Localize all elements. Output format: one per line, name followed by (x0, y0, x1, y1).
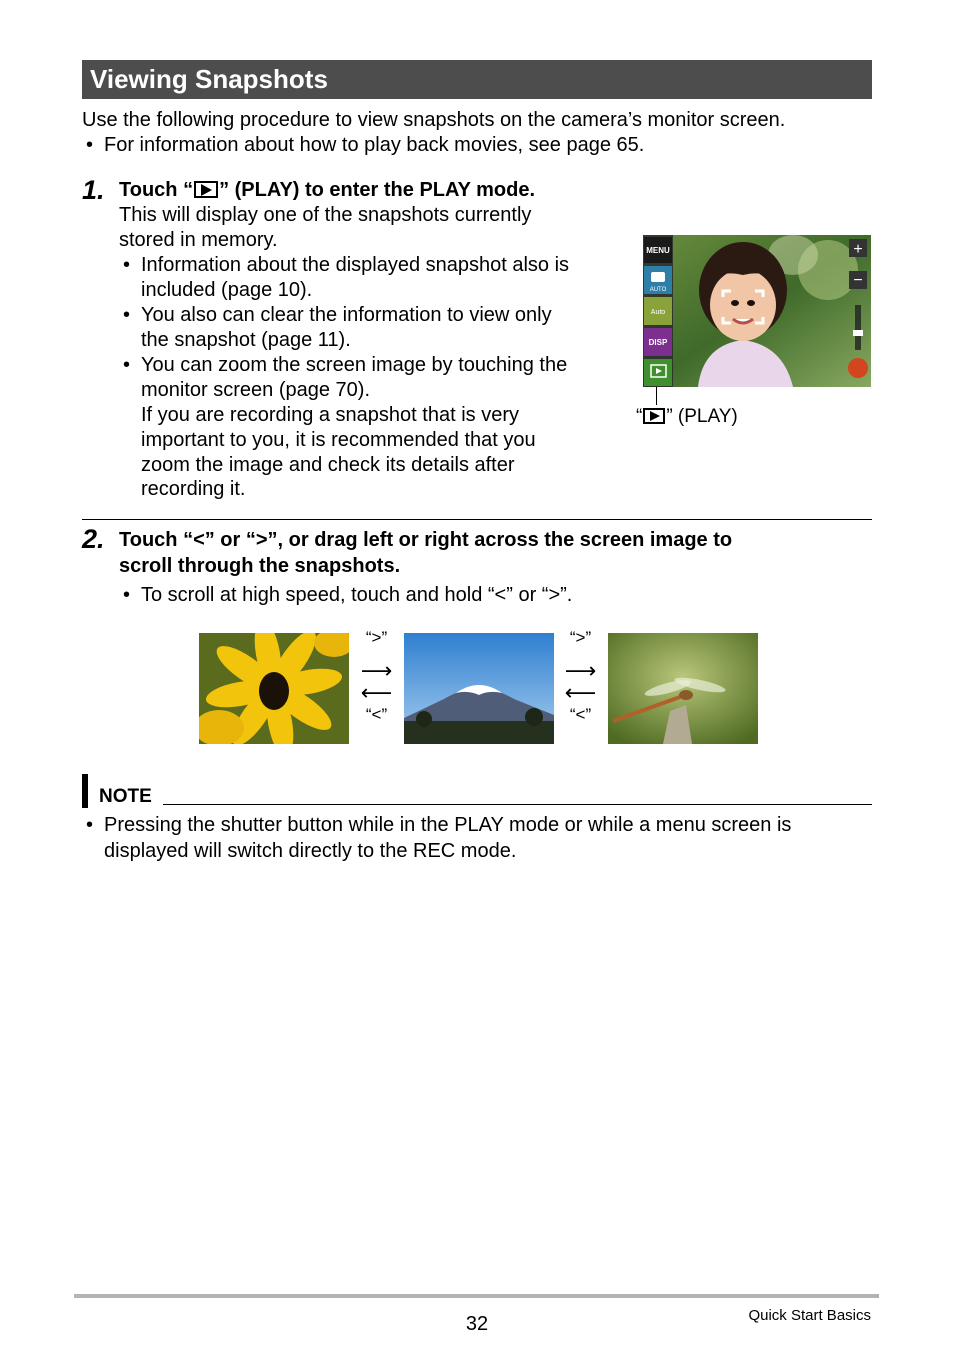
note-label: NOTE (99, 786, 152, 807)
auto2-label: Auto (650, 309, 666, 316)
step-1-extra-line-3: zoom the image and check its details after (141, 454, 515, 476)
intro-bullet-text: For information about how to play back movies, see page 65. (104, 134, 645, 156)
play-callout-post: ” (PLAY) (666, 406, 738, 427)
snapshot-flower (199, 633, 349, 744)
prev-label: “<” (365, 705, 388, 724)
step-1-bullet-dot: • (123, 254, 131, 276)
zoom-slider (855, 305, 861, 350)
step-1-title-pre: Touch “ (119, 179, 194, 201)
intro-text: Use the following procedure to view snapshots on the camera’s monitor screen. (82, 109, 786, 131)
step-1-extra-line-1: If you are recording a snapshot that is very (141, 404, 519, 426)
menu-label: MENU (646, 246, 670, 255)
footer-rule (74, 1294, 879, 1298)
play-icon (194, 181, 218, 198)
step-1-extra-line-4: recording it. (141, 478, 246, 500)
record-icon (848, 358, 868, 378)
note-bar (82, 774, 88, 808)
mountain-illustration (404, 633, 554, 744)
play-callout-label (636, 404, 738, 429)
step-1-bullet-1-line-1: Information about the displayed snapshot also is (141, 254, 570, 276)
note-line-1: Pressing the shutter button while in the PLAY mode or while a menu screen is (104, 814, 792, 836)
step-1-title-post: ” (PLAY) to enter the PLAY mode. (219, 179, 536, 201)
zoom-in-icon: + (853, 241, 863, 258)
step-1-bullet-2-line-1: You also can clear the information to view only (141, 304, 552, 326)
note-line-2: displayed will switch directly to the REC mode. (104, 840, 517, 862)
footer-section-name: Quick Start Basics (748, 1307, 871, 1324)
next-label: “>” (365, 628, 388, 647)
auto-label: AUTO (649, 287, 667, 293)
step-1-bullet-3-line-1: You can zoom the screen image by touching the (141, 354, 568, 376)
step-2-number: 2. (82, 524, 105, 554)
arrow-group-2 (558, 628, 603, 725)
step-1-desc-line-1: This will display one of the snapshots currently (119, 204, 532, 226)
step-1-desc-line-2: stored in memory. (119, 229, 278, 251)
step-1-bullet-2-line-2: the snapshot (page 11). (141, 329, 351, 351)
play-icon (643, 408, 665, 424)
step-1-extra-line-2: important to you, it is recommended that you (141, 429, 536, 451)
step-1-number: 1. (82, 175, 105, 205)
step-1-bullet-dot: • (123, 354, 131, 376)
section-title: Viewing Snapshots (82, 60, 872, 99)
camera-icon (651, 272, 665, 282)
note-rule (163, 804, 872, 805)
page-number: 32 (465, 1313, 489, 1335)
step-1-bullet-dot: • (123, 304, 131, 326)
flower-illustration (199, 633, 349, 744)
camera-screen-illustration (643, 235, 871, 387)
disp-label: DISP (648, 338, 668, 347)
step-2-title-line-1: Touch “<” or “>”, or drag left or right across the screen image to (119, 529, 733, 551)
camera-screen-image (643, 235, 871, 387)
step-divider (82, 519, 872, 520)
step-1-bullet-3-line-2: monitor screen (page 70). (141, 379, 371, 401)
dragonfly-illustration (608, 633, 758, 744)
step-2-bullet-dot: • (123, 584, 131, 606)
step-1-bullet-1-line-2: included (page 10). (141, 279, 313, 301)
play-callout-pre: “ (636, 406, 643, 427)
snapshot-dragonfly (608, 633, 758, 744)
callout-line (656, 387, 657, 405)
arrow-group-1 (354, 628, 399, 725)
next-label: “>” (569, 628, 592, 647)
snapshot-mountain (404, 633, 554, 744)
step-1-title (119, 178, 535, 203)
note-bullet-dot: • (86, 814, 94, 836)
right-arrow-icon: ⟶ (564, 658, 597, 683)
intro-bullet-dot: • (86, 134, 94, 156)
prev-label: “<” (569, 705, 592, 724)
step-2-title-line-2: scroll through the snapshots. (119, 555, 401, 577)
step-2-bullet-text: To scroll at high speed, touch and hold “<” or “>”. (141, 584, 573, 606)
left-arrow-icon: ⟵ (564, 680, 597, 705)
left-arrow-icon: ⟵ (360, 680, 393, 705)
right-arrow-icon: ⟶ (360, 658, 393, 683)
zoom-out-icon: − (853, 272, 863, 289)
